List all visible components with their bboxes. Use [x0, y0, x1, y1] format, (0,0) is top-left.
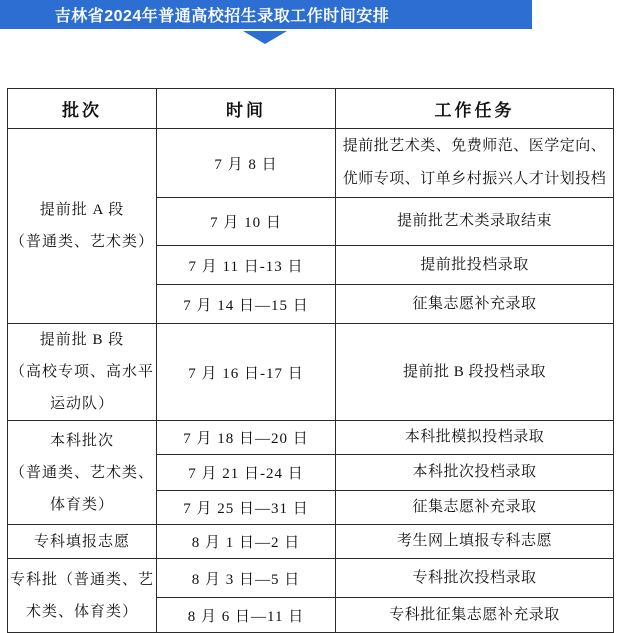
time-cell: 8 月 3 日—5 日 — [157, 559, 336, 598]
task-line: 专科批次投档录取 — [412, 569, 537, 586]
table-row — [8, 324, 614, 421]
table-row — [8, 421, 614, 455]
batch-label-line: （普通类、艺术类、 — [10, 464, 155, 481]
task-line: 本科批模拟投档录取 — [404, 429, 545, 445]
task-line: 考生网上填报专科志愿 — [396, 533, 552, 549]
batch-label-line: （高校专项、高水平 — [10, 364, 155, 380]
batch-cell-vocational-apply — [8, 525, 157, 559]
time-cell: 7 月 25 日—31 日 — [157, 491, 336, 525]
task-line: 征集志愿补充录取 — [412, 499, 537, 515]
batch-label-line: 运动队） — [49, 396, 114, 412]
task-cell — [336, 129, 614, 198]
task-line: 提前批投档录取 — [420, 256, 529, 273]
page-title: 吉林省2024年普通高校招生录取工作时间安排 — [54, 8, 390, 25]
task-line: 提前批艺术类录取结束 — [396, 213, 552, 229]
batch-label-line: （普通类、艺术类） — [10, 234, 155, 250]
schedule-table — [7, 88, 614, 633]
task-line: 优师专项、订单乡村振兴人才计划投档 — [342, 171, 607, 187]
page-title-banner — [0, 0, 532, 29]
time-cell: 7 月 14 日—15 日 — [157, 285, 336, 324]
task-line: 本科批次投档录取 — [412, 464, 537, 480]
table-row — [8, 525, 614, 559]
task-cell — [336, 598, 614, 633]
time-cell: 8 月 1 日—2 日 — [157, 525, 336, 559]
batch-label-line: 术类、体育类） — [25, 603, 138, 620]
task-cell — [336, 421, 614, 455]
time-cell: 7 月 8 日 — [157, 129, 336, 198]
time-cell: 7 月 18 日—20 日 — [157, 421, 336, 455]
task-cell — [336, 246, 614, 285]
banner-arrow-icon — [243, 31, 287, 44]
table-row — [8, 129, 614, 198]
batch-label-line: 提前批 A 段 — [39, 202, 125, 218]
batch-label-line: 专科填报志愿 — [33, 533, 130, 550]
batch-cell-advance-b — [8, 324, 157, 421]
header-cell-time: 时间 — [157, 89, 336, 129]
task-line: 征集志愿补充录取 — [412, 295, 537, 312]
task-cell — [336, 525, 614, 559]
task-cell — [336, 198, 614, 246]
task-line: 专科批征集志愿补充录取 — [389, 606, 560, 623]
batch-cell-advance-a — [8, 129, 157, 324]
task-cell — [336, 285, 614, 324]
time-cell: 8 月 6 日—11 日 — [157, 598, 336, 633]
task-cell — [336, 559, 614, 598]
task-line: 提前批艺术类、免费师范、医学定向、 — [342, 138, 607, 154]
task-cell — [336, 455, 614, 491]
task-line: 提前批 B 段投档录取 — [402, 363, 546, 380]
header-cell-task: 工作任务 — [336, 89, 614, 129]
header-cell-batch: 批次 — [8, 89, 157, 129]
time-cell: 7 月 11 日-13 日 — [157, 246, 336, 285]
batch-label-line: 体育类） — [49, 496, 114, 513]
batch-cell-undergraduate — [8, 421, 157, 525]
time-cell: 7 月 21 日-24 日 — [157, 455, 336, 491]
task-cell — [336, 324, 614, 421]
batch-label-line: 专科批（普通类、艺 — [10, 571, 155, 588]
batch-cell-vocational — [8, 559, 157, 633]
task-cell — [336, 491, 614, 525]
table-row — [8, 559, 614, 598]
batch-label-line: 本科批次 — [49, 432, 114, 449]
table-header-row — [8, 89, 614, 129]
time-cell: 7 月 10 日 — [157, 198, 336, 246]
batch-label-line: 提前批 B 段 — [39, 332, 125, 348]
time-cell: 7 月 16 日-17 日 — [157, 324, 336, 421]
